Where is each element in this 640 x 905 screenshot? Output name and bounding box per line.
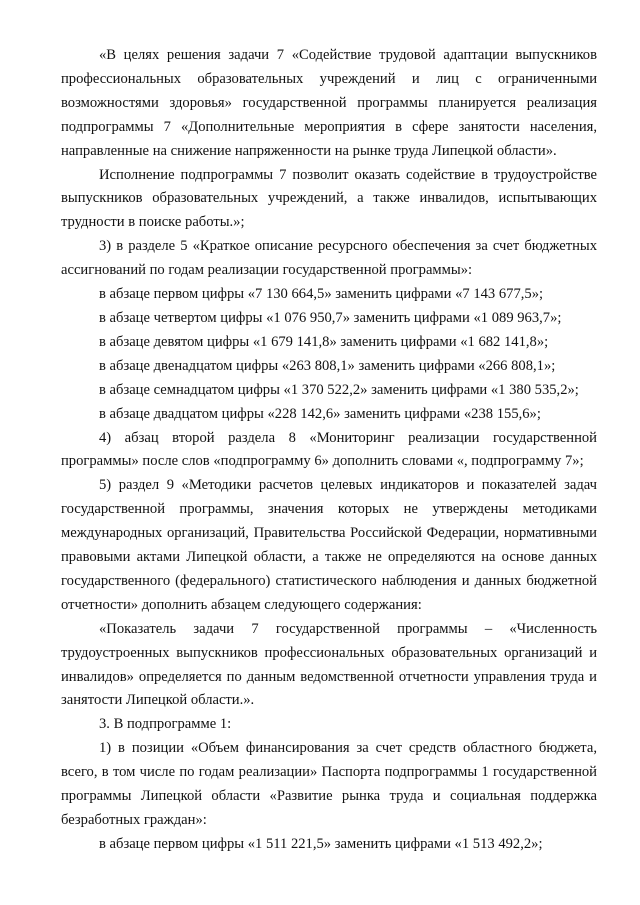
paragraph-section9: 5) раздел 9 «Методики расчетов целевых индикаторов и показателей задач государственной программы, значения которых не утверждены методиками международных организаций, Правительства Российской Федерации, нормативными правовыми актами Липецкой области, а также не определяются на основе данных государственного (федерального) статистического наблюдения и данных бюджетной отчетности» дополнить абзацем следующего содержания: <box>61 477 597 613</box>
document-page <box>61 44 597 857</box>
paragraph-amend-ninth: в абзаце девятом цифры «1 679 141,8» заменить цифрами «1 682 141,8»; <box>99 333 549 350</box>
paragraph-amend-seventeenth: в абзаце семнадцатом цифры «1 370 522,2» заменить цифрами «1 380 535,2»; <box>99 381 579 398</box>
paragraph-section5: 3) в разделе 5 «Краткое описание ресурсного обеспечения за счет бюджетных ассигнований по годам реализации государственной программы»: <box>61 238 597 279</box>
paragraph-section8: 4) абзац второй раздела 8 «Мониторинг реализации государственной программы» после слов «подпрограмму 6» дополнить словами «, подпрограмму 7»; <box>61 429 597 470</box>
paragraph-amend-twelfth: в абзаце двенадцатом цифры «263 808,1» заменить цифрами «266 808,1»; <box>99 357 556 374</box>
paragraph-subprogram1-heading: 3. В подпрограмме 1: <box>99 716 232 733</box>
paragraph-subprogram7-result: Исполнение подпрограммы 7 позволит оказать содействие в трудоустройстве выпускников образовательных учреждений, а также инвалидов, испытывающих трудности в поиске работы.»; <box>61 166 597 231</box>
paragraph-amend-fourth: в абзаце четвертом цифры «1 076 950,7» заменить цифрами «1 089 963,7»; <box>99 309 562 326</box>
paragraph-amend-twentieth: в абзаце двадцатом цифры «228 142,6» заменить цифрами «238 155,6»; <box>99 405 541 422</box>
paragraph-amend-first: в абзаце первом цифры «7 130 664,5» заменить цифрами «7 143 677,5»; <box>99 286 544 303</box>
paragraph-task7-goal: «В целях решения задачи 7 «Содействие трудовой адаптации выпускников профессиональных образовательных учреждений и лиц с ограниченными возможностями здоровья» государственной программы планируется реализация подпрограммы 7 «Дополнительные мероприятия в сфере занятости населения, направленные на снижение напряженности на рынке труда Липецкой области». <box>61 47 597 159</box>
paragraph-subprogram1-amend-first: в абзаце первом цифры «1 511 221,5» заменить цифрами «1 513 492,2»; <box>99 835 543 852</box>
paragraph-subprogram1-funding: 1) в позиции «Объем финансирования за счет средств областного бюджета, всего, в том числе по годам реализации» Паспорта подпрограммы 1 государственной программы Липецкой области «Развитие рынка труда и социальная поддержка безработных граждан»: <box>61 740 597 828</box>
paragraph-indicator-task7: «Показатель задачи 7 государственной программы – «Численность трудоустроенных выпускников профессиональных образовательных организаций и инвалидов» определяется по данным ведомственной отчетности управления труда и занятости Липецкой области.». <box>61 620 597 709</box>
